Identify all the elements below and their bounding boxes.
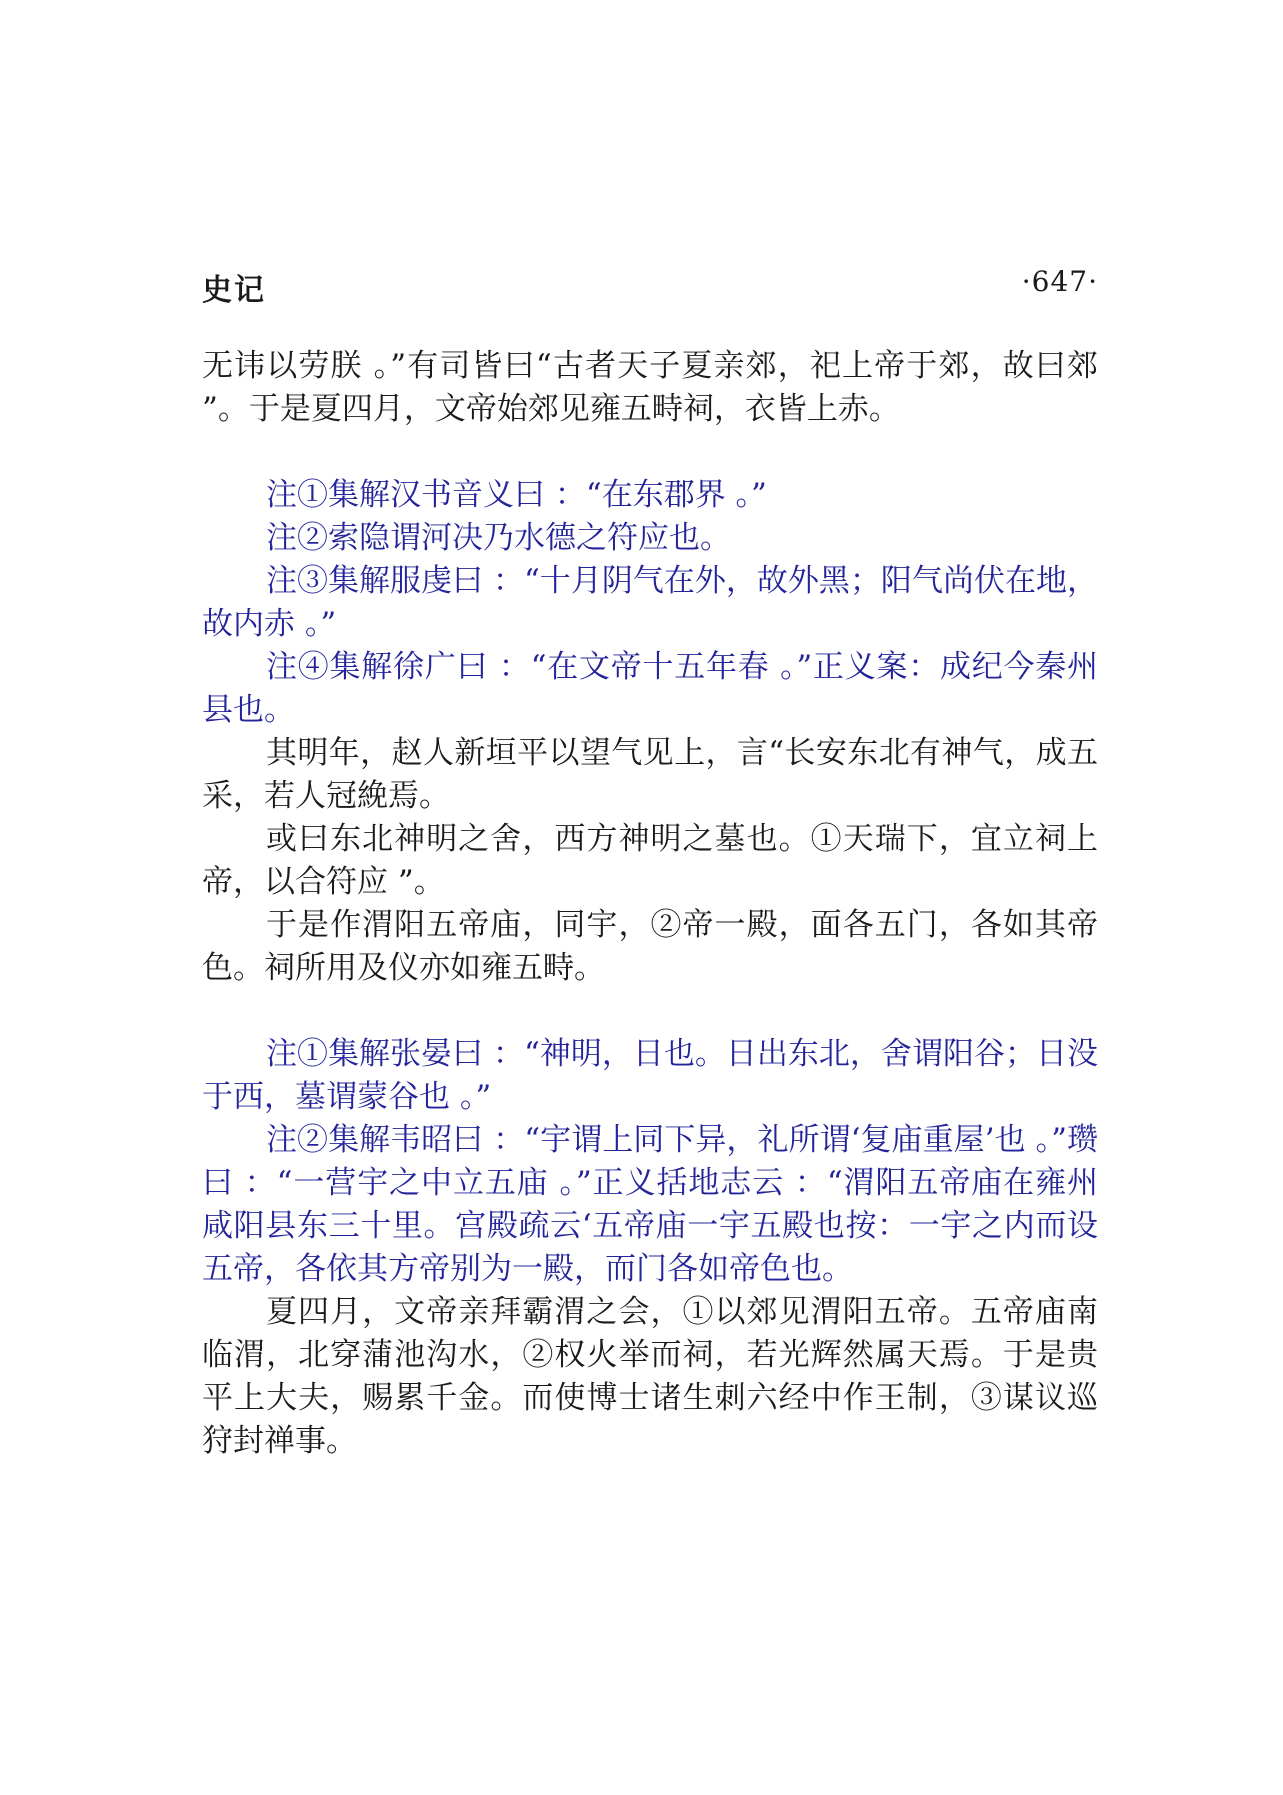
annotation-note: 注③集解服虔曰 ：“十月阴气在外，故外黑；阳气尚伏在地，故内赤 。”: [202, 563, 1098, 642]
spacer: [202, 431, 1098, 474]
body-text: [202, 345, 1098, 1463]
page-header: [202, 265, 1098, 308]
annotation-note: 注④集解徐广曰 ：“在文帝十五年春 。”正义案：成纪今秦州县也。: [202, 649, 1098, 728]
annotation-note: 注①集解张晏曰 ：“神明，日也。日出东北，舍谓阳谷；日没于西，墓谓蒙谷也 。”: [202, 1036, 1098, 1115]
document-page: [202, 265, 1098, 1463]
paragraph: 于是作渭阳五帝庙，同宇，②帝一殿，面各五门，各如其帝色。祠所用及仪亦如雍五畤。: [202, 907, 1098, 986]
annotation-note: 注②集解韦昭曰 ：“宇谓上同下异，礼所谓‘复庙重屋’也 。”瓒曰 ：“一营宇之中立五庙 。”正义括地志云 ：“渭阳五帝庙在雍州咸阳县东三十里。宫殿疏云‘五帝庙一宇五殿也按：一宇之内而设五帝，各依其方帝别为一殿，而门各如帝色也。: [202, 1122, 1098, 1287]
paragraph: 夏四月，文帝亲拜霸渭之会，①以郊见渭阳五帝。五帝庙南临渭，北穿蒲池沟水，②权火举而祠，若光辉然属天焉。于是贵平上大夫，赐累千金。而使博士诸生刺六经中作王制，③谋议巡狩封禅事。: [202, 1294, 1098, 1459]
spacer: [202, 990, 1098, 1033]
annotation-note: 注①集解汉书音义曰 ：“在东郡界 。”: [266, 477, 767, 513]
paragraph: 无讳以劳朕 。”有司皆曰“古者天子夏亲郊，祀上帝于郊，故曰郊 ”。于是夏四月，文帝始郊见雍五畤祠，衣皆上赤。: [202, 348, 1098, 427]
book-title: 史记: [202, 273, 266, 308]
annotation-note: 注②索隐谓河决乃水德之符应也。: [266, 520, 731, 556]
paragraph: 其明年，赵人新垣平以望气见上，言“长安东北有神气，成五采，若人冠絻焉。: [202, 735, 1098, 814]
paragraph: 或曰东北神明之舍，西方神明之墓也。①天瑞下，宜立祠上帝，以合符应 ”。: [202, 821, 1098, 900]
page-number: ·647·: [1021, 265, 1098, 298]
